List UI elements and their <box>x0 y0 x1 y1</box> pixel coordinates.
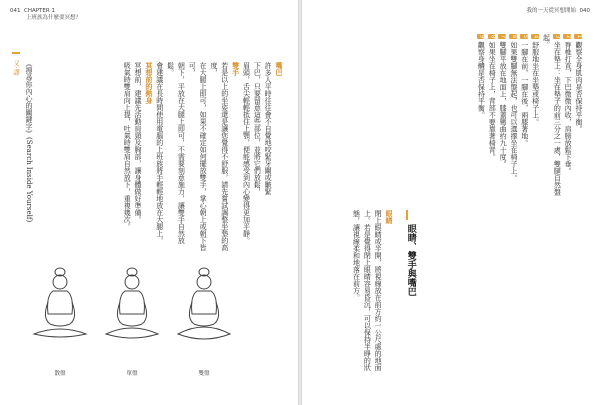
right-folio <box>526 8 590 15</box>
item-number: 5 <box>521 35 528 39</box>
meditator-illustration <box>100 262 164 354</box>
tip-head-hands: 雙手 <box>231 62 241 76</box>
figure-caption: 雙盤 <box>198 371 210 377</box>
item-number: 2 <box>565 35 572 39</box>
sidebar-accent <box>12 52 20 54</box>
meditator-illustration <box>28 262 92 354</box>
item-number: 3 <box>554 35 561 39</box>
posture-checklist <box>476 34 584 204</box>
right-page-number: 040 <box>579 8 590 14</box>
right-page <box>302 0 600 405</box>
tip-head-warmup: 冥想前的熱身 <box>144 62 154 104</box>
body-line: 在大腿上即可，如果不確定如何擺放雙手，掌心朝上或朝下皆可， <box>188 62 208 251</box>
item-number: 1 <box>576 35 582 39</box>
figure-double-lotus <box>172 262 236 377</box>
tip-head-mouth: 嘴巴 <box>275 62 284 76</box>
checklist-item: 舒服地坐在坐墊或椅子上。 <box>531 41 540 126</box>
figure-easy-pose <box>28 262 92 377</box>
section-title: 眼睛、雙手與嘴巴 <box>405 224 416 296</box>
section-text: 閉上眼睛或半開，將視線放在前方約一公尺處的地面上。若是覺得閉上眼睛容易昏沉，可以保持半睜的狀態，讓視線柔和地落在前方。 <box>352 210 383 371</box>
checklist-item: 如果坐在椅子上，背部不要靠著椅背。 <box>488 41 497 161</box>
checklist-item: 雙腳平放在地面上，膝蓋彎曲約九十度。 <box>499 41 508 168</box>
body-line: 吸氣時雙肩向上提，吐氣時雙肩自然放下，重複幾次。 <box>123 62 132 230</box>
checklist-item: 如果雙腳無法盤起，也可以選擇坐在椅子上。 <box>509 41 518 182</box>
section-title-column <box>398 224 423 374</box>
item-number: 7 <box>500 35 507 39</box>
left-folio <box>10 8 81 22</box>
body-line: 許多人平時往往會不自覺地咬緊牙關或皺緊 <box>264 62 273 195</box>
running-head: 我的一天從冥想開始 <box>526 8 576 14</box>
item-number: 4 <box>532 35 539 39</box>
checklist-item: 一腳在前，一腳在後，兩膝著地。 <box>520 41 529 147</box>
body-line: 若是以上的坐姿還是讓您覺得不舒服，請先嘗試調整坐墊的高度， <box>209 62 229 251</box>
checklist-item: 觀察身體是否保持平衡。 <box>477 41 486 119</box>
figure-half-lotus <box>100 262 164 377</box>
sidebar-label: 又·譯 <box>12 60 20 76</box>
left-page <box>0 0 298 405</box>
posture-figures <box>22 262 242 377</box>
sidebar-book-title: 《搜尋你內心的關鍵字》(Search Inside Yourself) <box>25 60 33 223</box>
item-number: 6 <box>510 35 517 39</box>
body-line: 眉頭，舌尖輕輕抵住上顎，便能感受到內心變得更加平靜。 <box>242 62 251 244</box>
checklist-item: 坐在墊上：坐在墊子的前三分之一處，雙腿自然盤起。 <box>542 34 562 196</box>
left-page-number: 041 <box>10 8 21 14</box>
meditator-illustration <box>172 262 236 354</box>
left-body-text <box>121 62 284 252</box>
section-body <box>316 210 394 380</box>
body-line: 朝下，平放在大腿上即可，不需要刻意施力，讓雙手自然放鬆。 <box>166 62 186 244</box>
body-line: 會建議在長時間使用電腦的上班族將手輕輕地放在大腿上， <box>155 62 164 244</box>
chapter-title: 上班族為什麼要冥想？ <box>26 14 82 21</box>
checklist-item: 觀察全身肌肉是否保持平衡。 <box>575 41 583 133</box>
item-number: 8 <box>489 35 496 39</box>
body-line: 冥想前，建議先活動肩頸及胸部，讓身體做好準備。 <box>134 62 143 223</box>
figure-caption: 散盤 <box>54 371 66 377</box>
body-line: 下巴，只要留意這些部位，並將它們放鬆， <box>253 62 262 195</box>
chapter-label: CHAPTER 1 <box>24 8 55 14</box>
item-number: 9 <box>478 35 485 39</box>
checklist-item: 脊椎打直，下巴微微內收，肩膀放鬆下垂。 <box>564 41 573 175</box>
section-head-eyes: 眼睛 <box>385 210 394 224</box>
section-accent <box>406 210 408 220</box>
figure-caption: 單盤 <box>126 371 138 377</box>
